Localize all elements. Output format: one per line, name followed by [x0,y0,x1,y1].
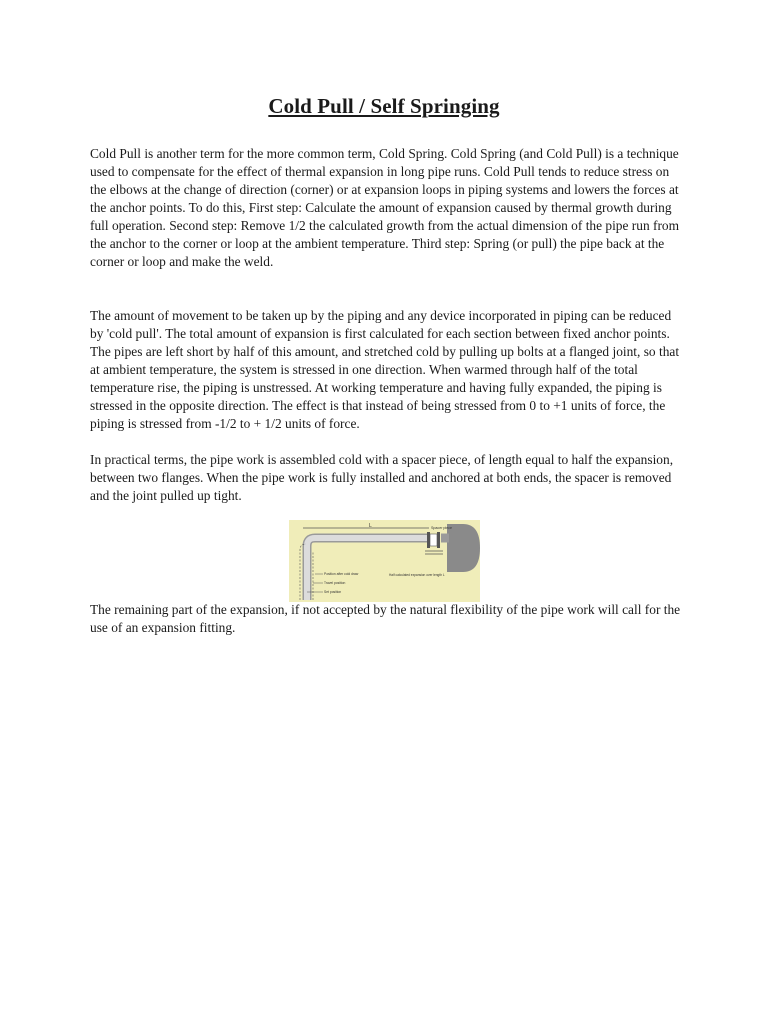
cold-pull-diagram-svg [289,520,480,602]
document-title: Cold Pull / Self Springing [268,94,500,118]
spacer-piece [430,534,437,546]
spacer-label: Spacer piece [431,526,452,530]
flange-left [427,532,430,548]
legend-position-after-cold-draw: Position after cold draw [324,572,359,576]
paragraph-remaining-expansion: The remaining part of the expansion, if not accepted by the natural flexibility of the pipe work will call for the use of an expansion fitting. [90,602,681,635]
legend-set-position: Set position [324,590,342,594]
half-expansion-label: Half calculated expansion over length L [389,573,445,577]
flange-right [437,532,440,548]
paragraph-practical-terms: In practical terms, the pipe work is assembled cold with a spacer piece, of length equal to half the expansion, between two flanges. When the pipe work is fully installed and anchored at both ends, the spacer is removed and the joint pulled up tight. [90,452,674,503]
legend-travel-position: Travel position [324,581,346,585]
anchor-block [447,524,480,572]
cold-pull-diagram [289,520,480,602]
paragraph-cold-pull-definition: Cold Pull is another term for the more common term, Cold Spring. Cold Spring (and Cold Pull) is a technique used to compensate for the effect of thermal expansion in long pipe runs. Cold Pull tends to reduce stress on the elbows at the change of direction (corner) or at expansion loops in piping systems and lowers the forces at the anchor points. To do this, First step: Calculate the amount of expansion caused by thermal growth during full operation. Second step: Remove 1/2 the calculated growth from the actual dimension of the pipe run from the anchor to the corner or loop at the ambient temperature. Third step: Spring (or pull) the pipe back at the corner or loop and make the weld. [90,146,680,269]
paragraph-movement-explanation: The amount of movement to be taken up by the piping and any device incorporated in piping can be reduced by 'cold pull'. The total amount of expansion is first calculated for each section between fixed anchor points. The pipes are left short by half of this amount, and stretched cold by pulling up bolts at a flanged joint, so that at ambient temperature, the system is stressed in one direction. When warmed through half of the total temperature rise, the piping is unstressed. At working temperature and having fully expanded, the piping is stressed in the opposite direction. The effect is that instead of being stressed from 0 to +1 units of force, the piping is stressed from -1/2 to + 1/2 units of force. [90,308,680,431]
length-label: L [369,523,372,529]
